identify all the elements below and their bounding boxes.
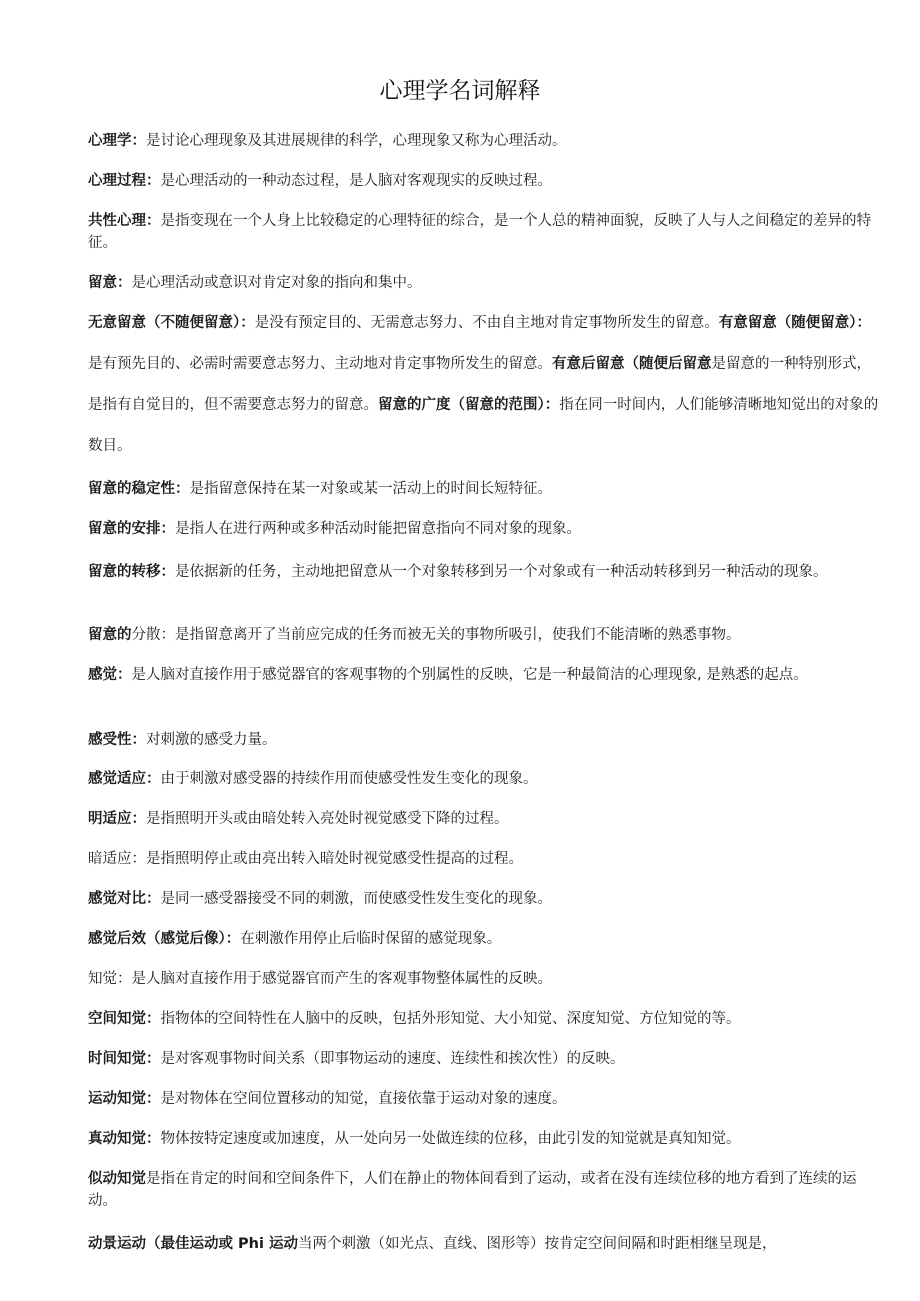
entry-attention-distraction — [88, 624, 880, 646]
entry-definition: 是心理活动或意识对肯定对象的指向和集中。 — [131, 275, 422, 291]
entry-term-plain: 分散 — [131, 627, 161, 643]
entry-sep: ： — [146, 213, 161, 229]
entry-term: 动景运动（最佳运动或 Phi 运动 — [88, 1236, 299, 1252]
entry-term-plain: 知觉 — [88, 971, 117, 987]
entry-definition: 是指变现在一个人身上比较稳定的心理特征的综合，是一个人总的精神面貌，反映了人与人之间稳定的差异的特征。 — [88, 213, 871, 251]
entry-term: 空间知觉 — [88, 1011, 146, 1027]
entry-definition: 在刺激作用停止后临时保留的感觉现象。 — [240, 931, 502, 947]
entry-definition: 是指照明开头或由暗处转入亮处时视觉感受下降的过程。 — [146, 811, 509, 827]
entry-mental-process — [88, 170, 880, 192]
entry-light-adaptation — [88, 808, 880, 830]
entry-definition: 是对物体在空间位置移动的知觉，直接依靠于运动对象的速度。 — [160, 1091, 567, 1107]
entry-attention — [88, 272, 880, 294]
entry-real-motion — [88, 1128, 880, 1150]
entry-definition: 是指在肯定的时间和空间条件下，人们在静止的物体间看到了运动，或者在没有连续位移的地方看到了连续的运动。 — [88, 1171, 857, 1209]
entry-sep: ： — [131, 732, 146, 748]
entry-definition: 指在同一时间内，人们能够清晰地知觉出的对象的数目。 — [88, 397, 879, 454]
entry-definition: 是对客观事物时间关系（即事物运动的速度、连续性和挨次性）的反映。 — [160, 1051, 625, 1067]
entry-sep: ： — [146, 173, 161, 189]
entry-sensory-contrast — [88, 888, 880, 910]
entry-term-plain: 暗适应 — [88, 851, 132, 867]
entry-definition: 指物体的空间特性在人脑中的反映，包括外形知觉、大小知觉、深度知觉、方位知觉的等。 — [160, 1011, 741, 1027]
entry-sep: ： — [160, 627, 175, 643]
entry-time-perception — [88, 1048, 880, 1070]
entry-sep: ： — [131, 811, 146, 827]
entry-term: 心理学 — [88, 133, 132, 149]
entry-definition: 由于刺激对感受器的持续作用而使感受性发生变化的现象。 — [160, 771, 538, 787]
entry-term: 感觉 — [88, 667, 117, 683]
entry-sep: ： — [160, 521, 175, 537]
entry-term: 时间知觉 — [88, 1051, 146, 1067]
entry-term: 有意后留意（随便后留意 — [552, 356, 712, 372]
entry-dark-adaptation — [88, 848, 880, 870]
entry-term: 心理过程 — [88, 173, 146, 189]
entry-definition: 是留意的一种特别形式，是指有自觉目的，但不需要意志努力的留意。 — [88, 356, 871, 413]
entry-definition: 对刺激的感受力量。 — [146, 732, 277, 748]
entry-term: 真动知觉 — [88, 1131, 146, 1147]
entry-sep: ： — [131, 851, 146, 867]
entry-definition: 是人脑对直接作用于感觉器官而产生的客观事物整体属性的反映。 — [131, 971, 552, 987]
entry-sensitivity — [88, 729, 880, 751]
entry-definition: 是人脑对直接作用于感觉器官的客观事物的个别属性的反映，它是一种最简洁的心理现象, 是熟悉的起点。 — [131, 667, 808, 683]
entry-phi-motion — [88, 1233, 880, 1255]
entry-definition: 是指留意离开了当前应完成的任务而被无关的事物所吸引，使我们不能清晰的熟悉事物。 — [175, 627, 741, 643]
entry-definition: 是有预先目的、必需时需要意志努力、主动地对肯定事物所发生的留意。 — [88, 356, 552, 372]
entry-term: 运动知觉 — [88, 1091, 146, 1107]
entry-definition: 是指留意保持在某一对象或某一活动上的时间长短特征。 — [189, 481, 552, 497]
entry-sep: ： — [160, 564, 175, 580]
entry-sensation — [88, 664, 880, 686]
entry-sensory-adaptation — [88, 768, 880, 790]
entry-term: 留意的转移 — [88, 564, 161, 580]
entry-attention-shift — [88, 561, 880, 583]
entry-attention-stability — [88, 478, 880, 500]
entry-afterimage — [88, 928, 880, 950]
entry-sep: ： — [117, 667, 132, 683]
entry-perception — [88, 968, 880, 990]
entry-term: 感受性 — [88, 732, 132, 748]
entry-term: 似动知觉 — [88, 1171, 146, 1187]
entry-sep: ： — [117, 275, 132, 291]
entry-term: 感觉后效（感觉后像） — [88, 931, 226, 947]
page-title: 心理学名词解释 — [379, 78, 541, 104]
entry-psychology — [88, 130, 880, 152]
entry-personality — [88, 210, 880, 254]
entry-term: 明适应 — [88, 811, 132, 827]
entry-definition: 是指人在进行两种或多种活动时能把留意指向不同对象的现象。 — [175, 521, 581, 537]
entry-sep: ： — [117, 971, 132, 987]
entry-sep: ： — [146, 1011, 161, 1027]
entry-definition: 是心理活动的一种动态过程，是人脑对客观现实的反映过程。 — [160, 173, 552, 189]
entry-term: 留意的稳定性 — [88, 481, 175, 497]
entry-sep: ： — [146, 771, 161, 787]
entry-term: 留意 — [88, 275, 117, 291]
entry-term: 感觉适应 — [88, 771, 146, 787]
entry-sep: ： — [225, 931, 241, 947]
entry-sep: ： — [146, 891, 161, 907]
entry-term: 留意的安排 — [88, 521, 161, 537]
entry-motion-perception — [88, 1088, 880, 1110]
entry-term: 感觉对比 — [88, 891, 146, 907]
entry-term: 留意的 — [88, 627, 132, 643]
entry-sep: ： — [175, 481, 190, 497]
entry-definition: 当两个刺激（如光点、直线、图形等）按肯定空间间隔和时距相继呈现是， — [298, 1236, 777, 1252]
entry-term: 有意留意（随便留意）： — [718, 315, 871, 331]
entry-sep: ： — [146, 1131, 161, 1147]
entry-sep: ： — [146, 1051, 161, 1067]
entry-term: 无意留意（不随便留意）： — [88, 315, 255, 331]
entry-definition: 是讨论心理现象及其进展规律的科学，心理现象又称为心理活动。 — [146, 133, 567, 149]
entry-definition: 是指照明停止或由亮出转入暗处时视觉感受性提高的过程。 — [146, 851, 523, 867]
entry-apparent-motion — [88, 1168, 880, 1212]
entry-sep: ： — [131, 133, 146, 149]
entry-definition: 是依据新的任务，主动地把留意从一个对象转移到另一个对象或有一种活动转移到另一种活动的现象。 — [175, 564, 828, 580]
entry-attention-distribution — [88, 518, 880, 540]
entry-attention-types — [88, 303, 880, 467]
entry-sep: ： — [146, 1091, 161, 1107]
entry-term: 共性心理 — [88, 213, 146, 229]
entry-definition: 是同一感受器接受不同的刺激，而使感受性发生变化的现象。 — [160, 891, 552, 907]
entry-term: 留意的广度（留意的范围）： — [378, 397, 560, 413]
entry-definition: 是没有预定目的、无需意志努力、不由自主地对肯定事物所发生的留意。 — [254, 315, 719, 331]
entry-space-perception — [88, 1008, 880, 1030]
entry-definition: 物体按特定速度或加速度，从一处向另一处做连续的位移，由此引发的知觉就是真知知觉。 — [160, 1131, 741, 1147]
